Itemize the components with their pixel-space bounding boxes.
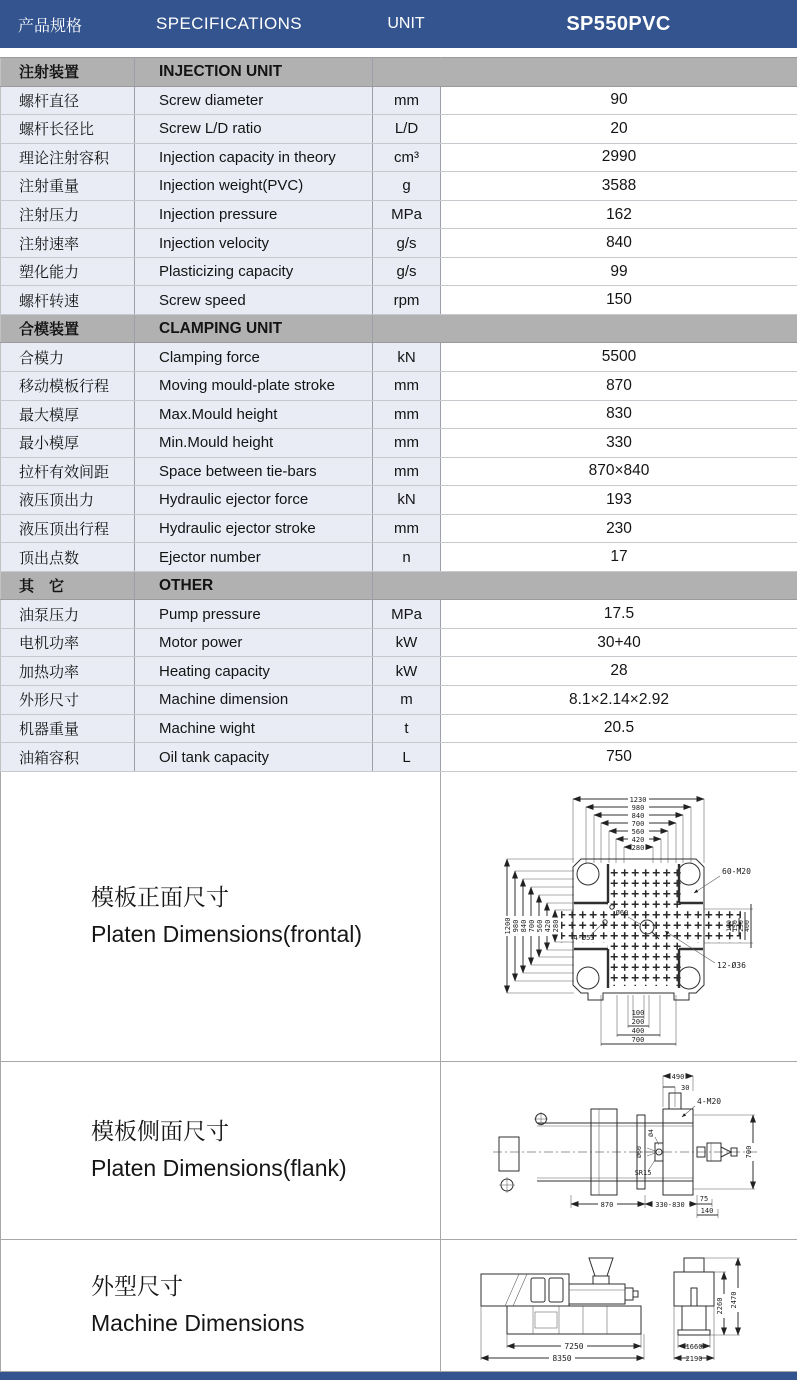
- label-cn: 最小模厚: [1, 429, 135, 458]
- unit-cell: cm³: [373, 143, 441, 172]
- dim-label: 150: [731, 919, 739, 932]
- unit-cell: kN: [373, 343, 441, 372]
- section-row-injection: [1, 58, 797, 87]
- value-cell: 870: [441, 372, 797, 401]
- table-row: [1, 143, 797, 172]
- dim-label: 2470: [730, 1291, 738, 1308]
- machine-side-view: [481, 1258, 641, 1334]
- label-cn: 顶出点数: [1, 543, 135, 572]
- label-cn: 注射压力: [1, 200, 135, 229]
- value-cell: 8.1×2.14×2.92: [441, 686, 797, 715]
- dim-label: 100: [725, 919, 733, 932]
- diagram-label-en: Platen Dimensions(flank): [91, 1155, 347, 1181]
- platen-flank-diagram: [441, 1063, 797, 1239]
- label-cn: 螺杆长径比: [1, 115, 135, 144]
- diagram-cell-frontal: [441, 772, 797, 1062]
- dim-label: 560: [536, 919, 544, 932]
- unit-cell: mm: [373, 429, 441, 458]
- diagram-label-machine: [1, 1240, 441, 1372]
- label-en: Plasticizing capacity: [135, 257, 373, 286]
- dim-label: 280: [552, 919, 560, 932]
- unit-cell: g/s: [373, 229, 441, 258]
- label-en: Injection velocity: [135, 229, 373, 258]
- unit-cell: MPa: [373, 600, 441, 629]
- table-row: [1, 257, 797, 286]
- machine-dimensions-diagram: [441, 1244, 797, 1368]
- dim-label: 140: [700, 1206, 714, 1215]
- unit-cell: kW: [373, 628, 441, 657]
- dim-label: 400: [743, 919, 751, 932]
- label-en: Machine wight: [135, 714, 373, 743]
- label-en: Motor power: [135, 628, 373, 657]
- label-en: Screw speed: [135, 286, 373, 315]
- dim-label: 8350: [552, 1353, 572, 1363]
- dim-label: 330-830: [655, 1200, 685, 1209]
- unit-cell: m: [373, 686, 441, 715]
- label-cn: 加热功率: [1, 657, 135, 686]
- dim-label: 840: [520, 919, 528, 932]
- label-cn: 螺杆转速: [1, 286, 135, 315]
- dim-label: 1660: [685, 1342, 703, 1351]
- flank-machine-outline: [499, 1093, 737, 1195]
- value-cell: 750: [441, 743, 797, 772]
- unit-cell: L: [373, 743, 441, 772]
- table-row: [1, 172, 797, 201]
- label-en: Ejector number: [135, 543, 373, 572]
- label-cn: 拉杆有效间距: [1, 457, 135, 486]
- label-en: Machine dimension: [135, 686, 373, 715]
- unit-cell: L/D: [373, 115, 441, 144]
- label-cn: 螺杆直径: [1, 86, 135, 115]
- table-row: [1, 400, 797, 429]
- label-en: Injection weight(PVC): [135, 172, 373, 201]
- title-product: 产品规格: [18, 17, 83, 35]
- dim-label: 400: [631, 1026, 645, 1035]
- dim-label: 700: [745, 1145, 753, 1158]
- platen-frontal-diagram: [441, 773, 797, 1061]
- table-row: [1, 714, 797, 743]
- table-row: [1, 657, 797, 686]
- value-cell: 17: [441, 543, 797, 572]
- section-cn: 合模装置: [1, 314, 135, 343]
- diagram-label-cn: 模板侧面尺寸: [91, 1118, 229, 1145]
- section-cn: 注射装置: [1, 58, 135, 87]
- dim-label: 7250: [564, 1341, 584, 1351]
- unit-cell: kN: [373, 486, 441, 515]
- title-bar: [0, 0, 797, 48]
- label-en: Heating capacity: [135, 657, 373, 686]
- section-cn: 其 它: [1, 571, 135, 600]
- value-cell: 150: [441, 286, 797, 315]
- table-row: [1, 600, 797, 629]
- label-cn: 移动模板行程: [1, 372, 135, 401]
- table-row: [1, 628, 797, 657]
- diagram-label-cn: 模板正面尺寸: [91, 884, 229, 911]
- value-cell: 20.5: [441, 714, 797, 743]
- unit-cell: g: [373, 172, 441, 201]
- table-row: [1, 372, 797, 401]
- dim-label: 700: [631, 1035, 645, 1044]
- diagram-label-en: Platen Dimensions(frontal): [91, 921, 363, 947]
- dim-label: 1230: [629, 795, 647, 804]
- label-en: Oil tank capacity: [135, 743, 373, 772]
- value-cell: 230: [441, 514, 797, 543]
- unit-cell: t: [373, 714, 441, 743]
- section-en: INJECTION UNIT: [135, 58, 373, 87]
- section-en: CLAMPING UNIT: [135, 314, 373, 343]
- dim-label: 870: [600, 1200, 614, 1209]
- label-cn: 塑化能力: [1, 257, 135, 286]
- diagram-cell-machine: [441, 1240, 797, 1372]
- value-cell: 3588: [441, 172, 797, 201]
- label-en: Screw diameter: [135, 86, 373, 115]
- unit-cell: g/s: [373, 257, 441, 286]
- label-en: Screw L/D ratio: [135, 115, 373, 144]
- value-cell: 193: [441, 486, 797, 515]
- ring-label: Ø60: [635, 1145, 643, 1158]
- dim-label: 200: [631, 1017, 645, 1026]
- ejector-holes-label: 12-Ø36: [717, 960, 746, 970]
- orifice-label: Ø4: [647, 1128, 655, 1137]
- dim-label: 1200: [504, 917, 512, 934]
- label-cn: 机器重量: [1, 714, 135, 743]
- table-row: [1, 486, 797, 515]
- label-en: Max.Mould height: [135, 400, 373, 429]
- section-row-clamping: [1, 314, 797, 343]
- value-cell: 17.5: [441, 600, 797, 629]
- dim-label: 250: [737, 919, 745, 932]
- diagram-label-cn: 外型尺寸: [91, 1273, 183, 1300]
- value-cell: 5500: [441, 343, 797, 372]
- dim-label: 490: [671, 1072, 685, 1081]
- label-en: Clamping force: [135, 343, 373, 372]
- unit-cell: mm: [373, 400, 441, 429]
- dim-label: 2260: [716, 1297, 724, 1314]
- dim-label: 700: [528, 919, 536, 932]
- label-en: Pump pressure: [135, 600, 373, 629]
- dim-label: 420: [544, 919, 552, 932]
- table-row: [1, 743, 797, 772]
- corner-holes-label: 4-Ø53: [573, 933, 595, 942]
- diagram-label-frontal: [1, 772, 441, 1062]
- unit-cell: mm: [373, 86, 441, 115]
- dim-label: 840: [631, 811, 645, 820]
- label-cn: 注射速率: [1, 229, 135, 258]
- value-cell: 99: [441, 257, 797, 286]
- label-cn: 理论注射容积: [1, 143, 135, 172]
- section-en: OTHER: [135, 571, 373, 600]
- unit-cell: kW: [373, 657, 441, 686]
- title-unit: UNIT: [387, 15, 425, 32]
- frontal-top-dims: [573, 796, 704, 852]
- value-cell: 28: [441, 657, 797, 686]
- table-row: [1, 543, 797, 572]
- table-row: [1, 429, 797, 458]
- dim-label: 420: [631, 835, 645, 844]
- unit-cell: mm: [373, 372, 441, 401]
- unit-cell: rpm: [373, 286, 441, 315]
- dim-label: 980: [512, 919, 520, 932]
- value-cell: 870×840: [441, 457, 797, 486]
- table-row: [1, 343, 797, 372]
- label-cn: 合模力: [1, 343, 135, 372]
- table-row: [1, 457, 797, 486]
- value-cell: 20: [441, 115, 797, 144]
- label-cn: 最大模厚: [1, 400, 135, 429]
- table-row: [1, 229, 797, 258]
- dim-label: 280: [631, 843, 645, 852]
- value-cell: 90: [441, 86, 797, 115]
- machine-end-view: [674, 1258, 714, 1335]
- diagram-section: [0, 772, 797, 1372]
- label-cn: 油箱容积: [1, 743, 135, 772]
- unit-cell: MPa: [373, 200, 441, 229]
- bottom-bar: [0, 1372, 797, 1380]
- value-cell: 840: [441, 229, 797, 258]
- table-row: [1, 86, 797, 115]
- unit-cell: mm: [373, 514, 441, 543]
- table-row: [1, 514, 797, 543]
- unit-cell: n: [373, 543, 441, 572]
- label-en: Injection pressure: [135, 200, 373, 229]
- section-row-other: [1, 571, 797, 600]
- radius-label: SR15: [634, 1168, 652, 1177]
- bolts-label: 4-M20: [697, 1096, 722, 1106]
- label-en: Space between tie-bars: [135, 457, 373, 486]
- value-cell: 162: [441, 200, 797, 229]
- diagram-label-flank: [1, 1062, 441, 1240]
- value-cell: 2990: [441, 143, 797, 172]
- label-cn: 液压顶出力: [1, 486, 135, 515]
- label-cn: 外形尺寸: [1, 686, 135, 715]
- label-en: Hydraulic ejector stroke: [135, 514, 373, 543]
- table-row: [1, 286, 797, 315]
- title-model: SP550PVC: [566, 12, 671, 35]
- label-cn: 油泵压力: [1, 600, 135, 629]
- label-cn: 液压顶出行程: [1, 514, 135, 543]
- label-en: Moving mould-plate stroke: [135, 372, 373, 401]
- diagram-cell-flank: [441, 1062, 797, 1240]
- dim-label: 700: [631, 819, 645, 828]
- diagram-label-en: Machine Dimensions: [91, 1310, 305, 1336]
- unit-cell: mm: [373, 457, 441, 486]
- dim-label: 980: [631, 803, 645, 812]
- center-hole-label: Ø60: [615, 908, 629, 917]
- table-row: [1, 686, 797, 715]
- dim-label: 100: [631, 1008, 645, 1017]
- dim-label: 75: [699, 1194, 709, 1203]
- dim-label: 30: [681, 1083, 690, 1092]
- spec-table: [0, 57, 797, 772]
- frontal-bottom-dims: [601, 1009, 676, 1044]
- header-gap: [0, 48, 797, 57]
- value-cell: 330: [441, 429, 797, 458]
- label-cn: 电机功率: [1, 628, 135, 657]
- corner-bolts-label: 60-M20: [722, 866, 751, 876]
- label-cn: 注射重量: [1, 172, 135, 201]
- value-cell: 830: [441, 400, 797, 429]
- table-row: [1, 200, 797, 229]
- label-en: Hydraulic ejector force: [135, 486, 373, 515]
- label-en: Min.Mould height: [135, 429, 373, 458]
- dim-label: 2190: [685, 1354, 703, 1363]
- dim-label: 560: [631, 827, 645, 836]
- value-cell: 30+40: [441, 628, 797, 657]
- table-row: [1, 115, 797, 144]
- label-en: Injection capacity in theory: [135, 143, 373, 172]
- title-specifications: SPECIFICATIONS: [156, 14, 303, 33]
